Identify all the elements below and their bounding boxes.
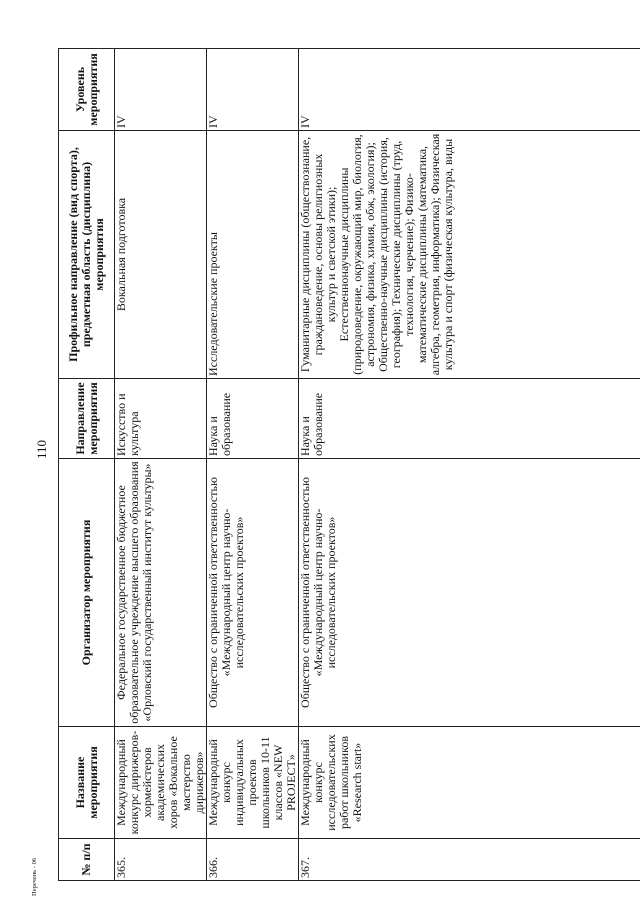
row-direction: Наука и образование xyxy=(299,379,640,459)
page-number: 110 xyxy=(34,439,49,459)
row-profile: Исследовательские проекты xyxy=(207,131,299,379)
rotated-table-container xyxy=(58,49,640,881)
events-table xyxy=(58,48,640,881)
row-organizer: Общество с ограниченной ответственностью «Международный центр научно-исследовательских проектов» xyxy=(207,459,299,727)
row-profile: Гуманитарные дисциплины (обществознание, граждановедение, основы религиозных культур и светской этики); Естественнонаучные дисциплины (природоведение, окружающий мир, биология, астрономия, физика, химия, обж, экология); Общественно-научные дисциплины (история, география); Технические дисциплины (труд, технология, черчение); Физико-математические дисциплины (математика, алгебра, геометрия, информатика); Физическая культура и спорт (физическая культура, виды xyxy=(299,131,640,379)
row-direction: Искусство и культура xyxy=(115,379,207,459)
row-num: 367. xyxy=(299,839,640,881)
row-level: IV xyxy=(207,49,299,131)
table-header-row xyxy=(59,49,115,881)
row-level: IV xyxy=(115,49,207,131)
row-num: 365. xyxy=(115,839,207,881)
row-organizer: Федеральное государственное бюджетное образовательное учреждение высшего образования «Орловский государственный институт культуры» xyxy=(115,459,207,727)
row-level: IV xyxy=(299,49,640,131)
header-name: Название мероприятия xyxy=(59,727,115,839)
footer-note: Перечень - 06 xyxy=(31,857,38,896)
header-num: № п/п xyxy=(59,839,115,881)
row-direction: Наука и образование xyxy=(207,379,299,459)
header-direction: Направление мероприятия xyxy=(59,379,115,459)
table-row xyxy=(299,49,640,881)
row-name: Международный конкурс дирижеров-хормейстеров академических хоров «Вокальное мастерство дирижеров» xyxy=(115,727,207,839)
row-organizer: Общество с ограниченной ответственностью «Международный центр научно-исследовательских проектов» xyxy=(299,459,640,727)
row-num: 366. xyxy=(207,839,299,881)
row-name: Международный конкурс исследовательских работ школьников «Research start» xyxy=(299,727,640,839)
row-name: Международный конкурс индивидуальных проектов школьников 10-11 классов «NEW PROJECT» xyxy=(207,727,299,839)
table-row xyxy=(115,49,207,881)
table-row xyxy=(207,49,299,881)
header-level: Уровень мероприятия xyxy=(59,49,115,131)
header-profile: Профильное направление (вид спорта), предметная область (дисциплина) мероприятия xyxy=(59,131,115,379)
row-profile: Вокальная подготовка xyxy=(115,131,207,379)
header-organizer: Организатор мероприятия xyxy=(59,459,115,727)
